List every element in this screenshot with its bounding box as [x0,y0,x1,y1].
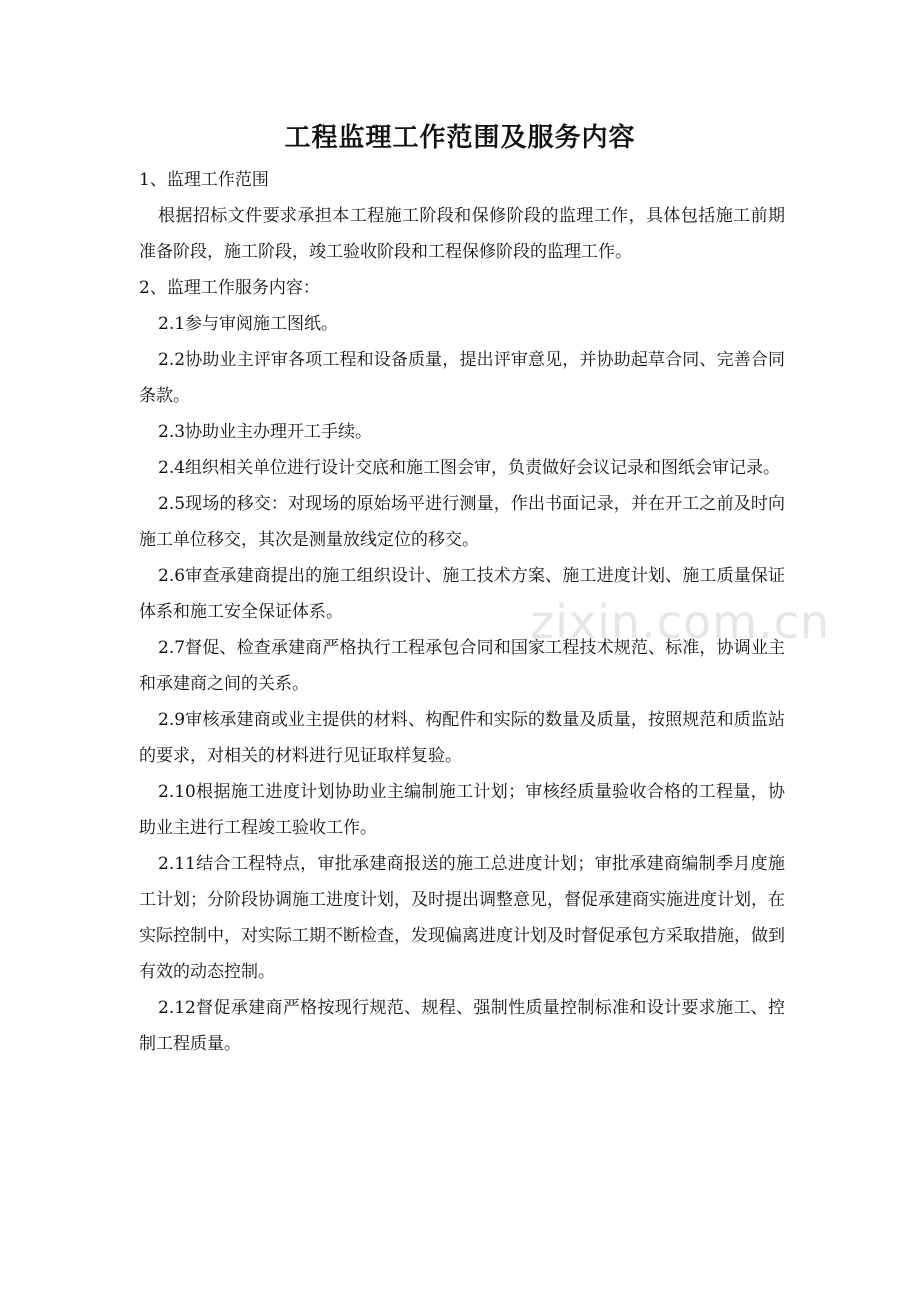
document-body [139,162,785,1062]
list-item-2-4: 2.4组织相关单位进行设计交底和施工图会审，负责做好会议记录和图纸会审记录。 [158,458,781,478]
list-item-2-11: 2.11结合工程特点，审批承建商报送的施工总进度计划；审批承建商编制季月度施工计划；分阶段协调施工进度计划，及时提出调整意见，督促承建商实施进度计划，在实际控制中，对实际工期不断检查，发现偏离进度计划及时督促承包方采取措施，做到有效的动态控制。 [139,854,785,982]
section-1-heading: 1、监理工作范围 [139,170,269,190]
list-item-2-12: 2.12督促承建商严格按现行规范、规程、强制性质量控制标准和设计要求施工、控制工程质量。 [139,998,785,1054]
section-1-paragraph: 根据招标文件要求承担本工程施工阶段和保修阶段的监理工作，具体包括施工前期准备阶段，施工阶段，竣工验收阶段和工程保修阶段的监理工作。 [139,206,785,262]
list-item-2-7: 2.7督促、检查承建商严格执行工程承包合同和国家工程技术规范、标准，协调业主和承建商之间的关系。 [139,638,785,694]
list-item-2-1: 2.1参与审阅施工图纸。 [158,314,339,334]
list-item-2-9: 2.9审核承建商或业主提供的材料、构配件和实际的数量及质量，按照规范和质监站的要求，对相关的材料进行见证取样复验。 [139,710,785,766]
list-item-2-2: 2.2协助业主评审各项工程和设备质量，提出评审意见，并协助起草合同、完善合同条款。 [139,350,785,406]
page-title: 工程监理工作范围及服务内容 [284,123,636,153]
list-item-2-10: 2.10根据施工进度计划协助业主编制施工计划；审核经质量验收合格的工程量，协助业主进行工程竣工验收工作。 [139,782,785,838]
list-item-2-3: 2.3协助业主办理开工手续。 [158,422,373,442]
section-2-heading: 2、监理工作服务内容： [139,278,320,298]
watermark-text: zixin.com.cn [530,595,831,649]
list-item-2-6: 2.6审查承建商提出的施工组织设计、施工技术方案、施工进度计划、施工质量保证体系和施工安全保证体系。 [139,566,785,622]
list-item-2-5: 2.5现场的移交：对现场的原始场平进行测量，作出书面记录，并在开工之前及时向施工单位移交，其次是测量放线定位的移交。 [139,494,785,550]
